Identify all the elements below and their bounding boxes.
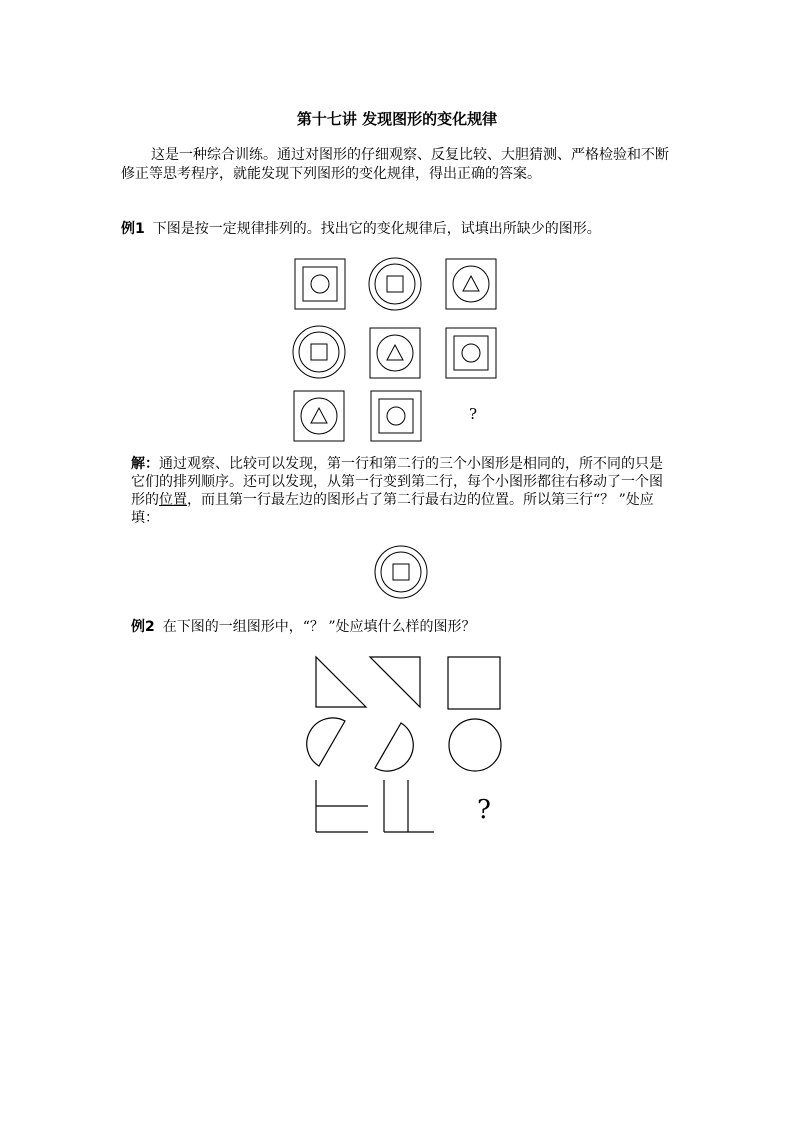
solution-text-part1: 通过观察、比较可以发现，第一行和第二行的三个小图形是相同的，所不同的只是它们的排列顺序。还可以发现，从第一行变到第二行，每个小图形都往右移动了一个图形的 <box>131 456 663 508</box>
example1-question-mark: ? <box>469 405 478 423</box>
example2-question-mark: ? <box>477 795 491 825</box>
example1-text: 下图是按一定规律排列的。找出它的变化规律后，试填出所缺少的图形。 <box>152 221 601 237</box>
page-title: 第十七讲 发现图形的变化规律 <box>296 110 498 128</box>
fig2-r1c3-square <box>448 657 500 709</box>
fig2-r2c3-circle <box>449 719 501 771</box>
fig2-r1c1-triangle-lower-left <box>316 657 366 707</box>
example1-label: 例1 <box>121 221 145 237</box>
example2-text: 在下图的一组图形中，“？ ”处应填什么样的图形？ <box>162 619 476 635</box>
fig2-r2c2-half-circle-right <box>375 723 413 771</box>
solution-label: 解： <box>131 456 159 472</box>
fig2-r2c1-half-circle-left <box>307 718 345 766</box>
intro-paragraph: 这是一种综合训练。通过对图形的仔细观察、反复比较、大胆猜测、严格检验和不断修正等思考程序，就能发现下列图形的变化规律，得出正确的答案。 <box>121 147 669 182</box>
solution-text-underlined: 位置 <box>159 492 187 508</box>
example2-label: 例2 <box>131 619 155 635</box>
fig2-r3c1-lines-left <box>316 780 368 832</box>
fig2-r3c2-lines-right <box>384 780 434 832</box>
fig2-r1c2-triangle-upper-right <box>370 657 420 707</box>
solution-text-part2: ，而且第一行最左边的图形占了第二行最右边的位置。所以第三行“？ ”处应填： <box>131 492 654 526</box>
